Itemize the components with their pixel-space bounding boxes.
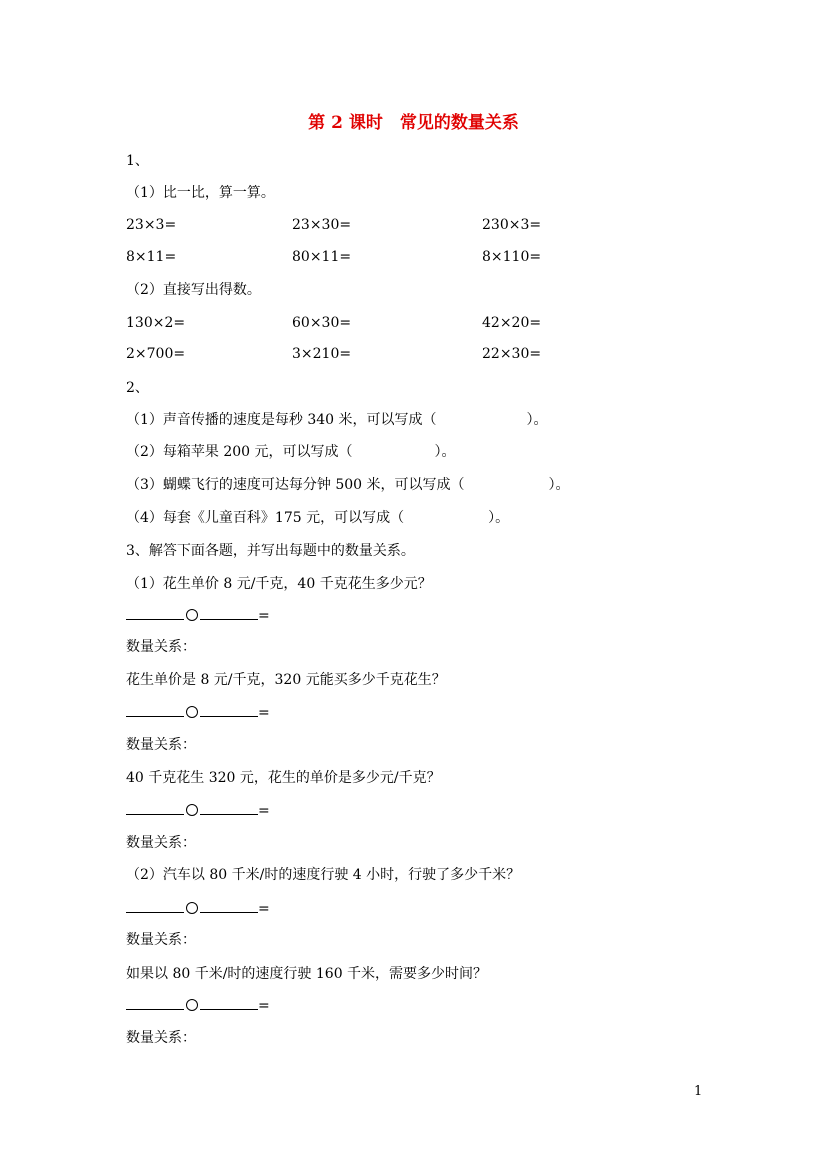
equals-sign: =: [258, 608, 270, 624]
answer-blank[interactable]: [126, 801, 184, 815]
expression: 3×210=: [292, 346, 352, 362]
fill-in-item: [126, 443, 456, 461]
expression: 8×110=: [482, 249, 542, 265]
fill-in-close: ）。: [488, 510, 510, 526]
relation-label: 数量关系：: [126, 737, 196, 753]
answer-blank[interactable]: [200, 996, 258, 1010]
fill-in-item: [126, 476, 570, 494]
question-1-part2-heading: （2）直接写出得数。: [126, 282, 261, 298]
fill-in-text: （3）蝴蝶飞行的速度可达每分钟 500 米，可以写成（: [126, 477, 465, 493]
answer-blank[interactable]: [126, 606, 184, 620]
fill-in-text: （2）每箱苹果 200 元，可以写成（: [126, 444, 353, 460]
equals-sign: =: [258, 803, 270, 819]
fill-in-close: ）。: [548, 477, 570, 493]
answer-blank[interactable]: [200, 899, 258, 913]
operator-circle[interactable]: [186, 902, 198, 914]
relation-label: 数量关系：: [126, 932, 196, 948]
page-number: 1: [694, 1084, 703, 1099]
expression: 130×2=: [126, 315, 186, 331]
answer-blank[interactable]: [126, 703, 184, 717]
question-3-heading: 3、解答下面各题，并写出每题中的数量关系。: [126, 543, 415, 559]
operator-circle[interactable]: [186, 609, 198, 621]
expression: 230×3=: [482, 217, 542, 233]
word-problem: 如果以 80 千米/时的速度行驶 160 千米，需要多少时间？: [126, 966, 488, 982]
expression: 2×700=: [126, 346, 186, 362]
question-2-number: 2、: [126, 380, 149, 396]
equals-sign: =: [258, 998, 270, 1014]
relation-label: 数量关系：: [126, 639, 196, 655]
operator-circle[interactable]: [186, 804, 198, 816]
fill-in-text: （4）每套《儿童百科》175 元，可以写成（: [126, 510, 405, 526]
equation-template: [126, 703, 270, 722]
page-title: 第 2 课时 常见的数量关系: [308, 113, 519, 133]
word-problem: （2）汽车以 80 千米/时的速度行驶 4 小时，行驶了多少千米？: [126, 867, 521, 883]
equation-template: [126, 899, 270, 918]
expression: 23×3=: [126, 217, 177, 233]
relation-label: 数量关系：: [126, 835, 196, 851]
expression: 22×30=: [482, 346, 542, 362]
fill-in-text: （1）声音传播的速度是每秒 340 米，可以写成（: [126, 412, 437, 428]
word-problem: 花生单价是 8 元/千克，320 元能买多少千克花生？: [126, 672, 446, 688]
expression: 60×30=: [292, 315, 352, 331]
question-1-part1-heading: （1）比一比，算一算。: [126, 185, 275, 201]
operator-circle[interactable]: [186, 999, 198, 1011]
equation-template: [126, 996, 270, 1015]
equation-template: [126, 606, 270, 625]
word-problem: （1）花生单价 8 元/千克，40 千克花生多少元？: [126, 576, 432, 592]
relation-label: 数量关系：: [126, 1030, 196, 1046]
expression: 80×11=: [292, 249, 352, 265]
expression: 23×30=: [292, 217, 352, 233]
fill-in-close: ）。: [526, 412, 548, 428]
equation-template: [126, 801, 270, 820]
expression: 42×20=: [482, 315, 542, 331]
fill-in-close: ）。: [434, 444, 456, 460]
answer-blank[interactable]: [200, 606, 258, 620]
equals-sign: =: [258, 901, 270, 917]
expression: 8×11=: [126, 249, 177, 265]
equals-sign: =: [258, 705, 270, 721]
question-1-number: 1、: [126, 153, 149, 169]
answer-blank[interactable]: [200, 801, 258, 815]
fill-in-item: [126, 509, 509, 527]
operator-circle[interactable]: [186, 706, 198, 718]
answer-blank[interactable]: [126, 996, 184, 1010]
fill-in-item: [126, 411, 548, 429]
answer-blank[interactable]: [126, 899, 184, 913]
answer-blank[interactable]: [200, 703, 258, 717]
word-problem: 40 千克花生 320 元，花生的单价是多少元/千克？: [126, 770, 441, 786]
